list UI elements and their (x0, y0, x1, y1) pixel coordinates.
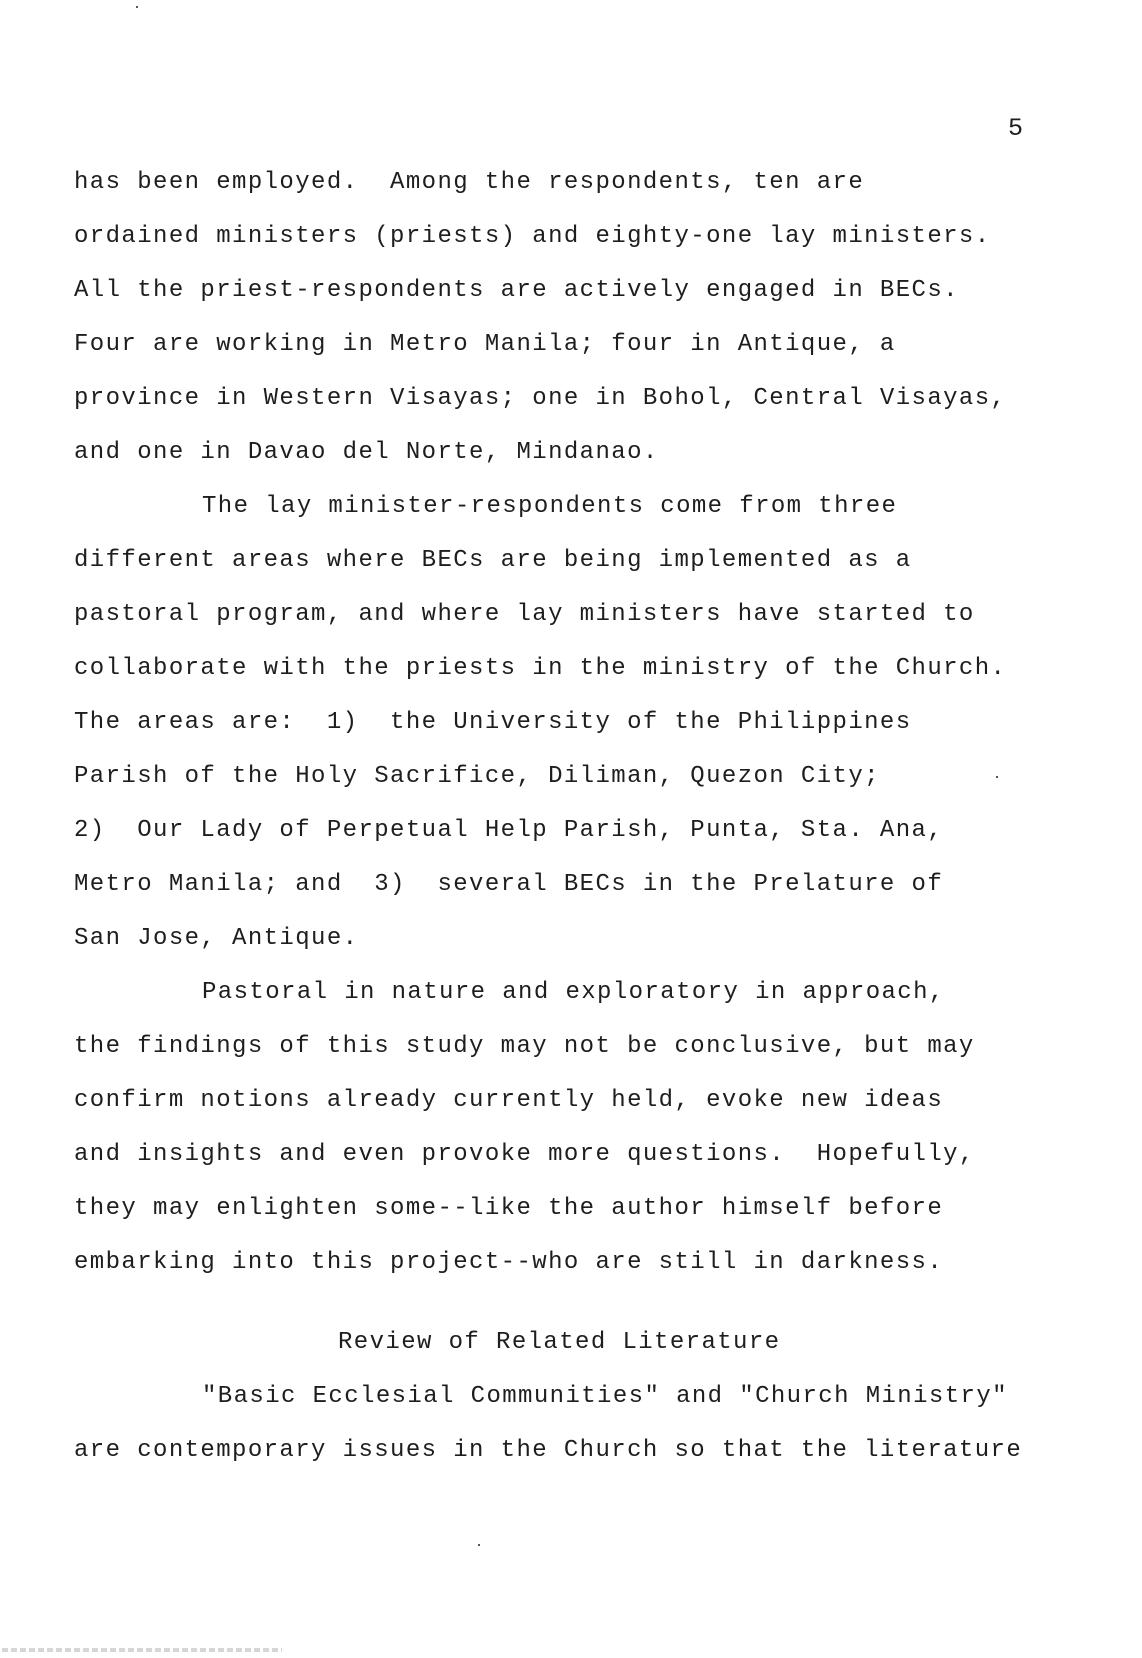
text-line: The lay minister-respondents come from three (202, 493, 898, 520)
text-line: 2) Our Lady of Perpetual Help Parish, Punta, Sta. Ana, (74, 817, 944, 844)
text-line: has been employed. Among the respondents, ten are (74, 169, 865, 196)
text-line: "Basic Ecclesial Communities" and "Church Ministry" (202, 1383, 1008, 1410)
text-line: All the priest-respondents are actively engaged in BECs. (74, 277, 959, 304)
page-number: 5 (1008, 114, 1025, 143)
section-heading: Review of Related Literature (338, 1329, 781, 1356)
scan-speck (478, 1544, 480, 1546)
text-line: collaborate with the priests in the ministry of the Church. (74, 655, 1007, 682)
text-line: different areas where BECs are being implemented as a (74, 547, 912, 574)
text-line: ordained ministers (priests) and eighty-one lay ministers. (74, 223, 991, 250)
text-line: and one in Davao del Norte, Mindanao. (74, 439, 659, 466)
text-line: province in Western Visayas; one in Bohol, Central Visayas, (74, 385, 1007, 412)
text-line: Pastoral in nature and exploratory in approach, (202, 979, 945, 1006)
text-line: San Jose, Antique. (74, 925, 359, 952)
text-line: embarking into this project--who are still in darkness. (74, 1249, 944, 1276)
text-line: they may enlighten some--like the author himself before (74, 1195, 944, 1222)
text-line: The areas are: 1) the University of the Philippines (74, 709, 912, 736)
scan-speck (136, 6, 138, 8)
text-line: pastoral program, and where lay ministers have started to (74, 601, 975, 628)
text-line: the findings of this study may not be conclusive, but may (74, 1033, 975, 1060)
text-line: are contemporary issues in the Church so that the literature (74, 1437, 1023, 1464)
text-line: and insights and even provoke more questions. Hopefully, (74, 1141, 975, 1168)
text-line: Metro Manila; and 3) several BECs in the Prelature of (74, 871, 944, 898)
scan-speck (996, 776, 998, 778)
text-line: confirm notions already currently held, evoke new ideas (74, 1087, 944, 1114)
scan-footer-strip (2, 1648, 282, 1652)
text-line: Parish of the Holy Sacrifice, Diliman, Quezon City; (74, 763, 880, 790)
text-line: Four are working in Metro Manila; four in Antique, a (74, 331, 896, 358)
